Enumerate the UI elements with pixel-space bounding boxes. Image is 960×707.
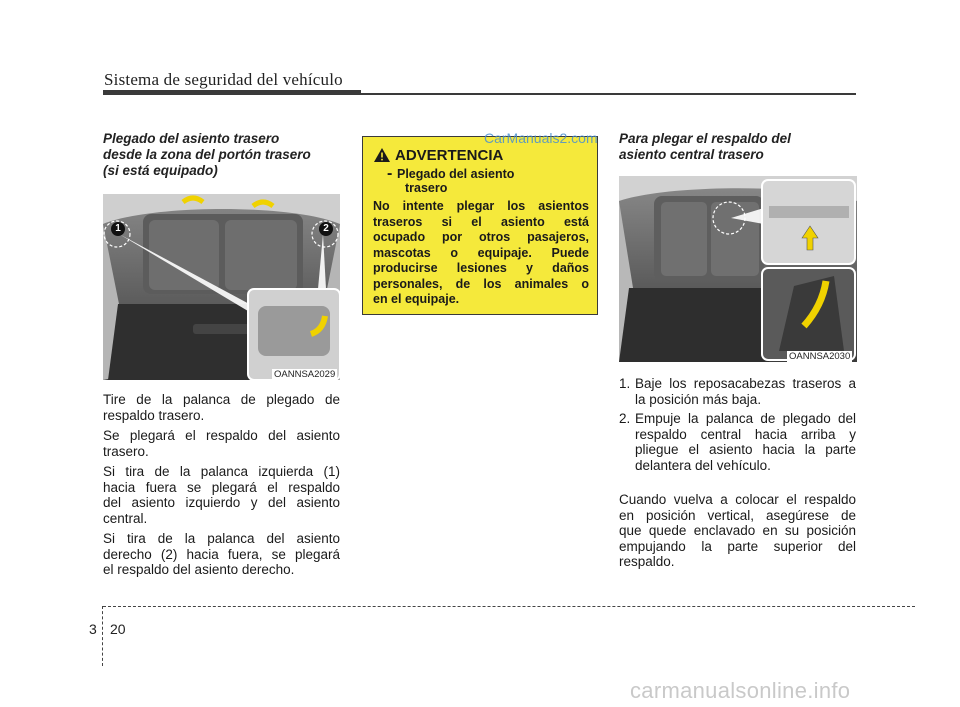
header-title: Sistema de seguridad del vehículo [104, 70, 343, 89]
page-number: 20 [110, 621, 126, 637]
header-rule-thin [361, 93, 856, 95]
section-number: 3 [89, 621, 97, 637]
footer-vertical-divider [102, 606, 103, 666]
paragraph: Tire de la palanca de plegado de respaldo trasero. [103, 392, 340, 423]
watermark-text: CarManuals2.com [484, 130, 598, 146]
right-section-title: Para plegar el respaldo del asiento central trasero [619, 131, 791, 162]
right-note-text: Cuando vuelva a colocar el respaldo en posición vertical, asegúrese de que quede enclavado en su posición empujando la parte superior del respaldo. [619, 492, 856, 569]
warning-triangle-icon [373, 147, 391, 163]
cargo-area-photo [103, 194, 340, 380]
warning-heading: ADVERTENCIA [395, 147, 504, 164]
warning-box [362, 136, 598, 315]
left-photo-caption: OANNSA2029 [274, 369, 336, 380]
site-watermark: carmanualsonline.info [630, 678, 851, 703]
left-body-text [103, 392, 340, 578]
header-rule-thick [103, 90, 361, 95]
right-steps-list [619, 376, 856, 473]
warning-body: No intente plegar los asientos traseros si el asiento está ocupado por otros pasajeros, mascotas o equipaje. Puede producirse lesiones y daños personales, de los animales o en el equipaje. [373, 199, 589, 306]
callout-2: 2 [319, 222, 333, 236]
warning-subheading: Plegado del asiento trasero [397, 167, 515, 195]
right-photo-caption: OANNSA2030 [789, 351, 851, 362]
center-seat-photo [619, 176, 857, 362]
paragraph: Si tira de la palanca del asiento derecho (2) hacia fuera, se plegará el respaldo del asiento derecho. [103, 531, 340, 577]
paragraph: Se plegará el respaldo del asiento trasero. [103, 428, 340, 459]
list-item: 2. Empuje la palanca de plegado del respaldo central hacia arriba y pliegue el asiento hacia la parte delantera del vehículo. [619, 411, 856, 473]
warning-sub-dash: - [387, 165, 393, 182]
left-section-title: Plegado del asiento trasero desde la zona del portón trasero (si está equipado) [103, 131, 311, 178]
paragraph: Si tira de la palanca izquierda (1) hacia fuera se plegará el respaldo del asiento izquierdo y del asiento central. [103, 464, 340, 526]
callout-1: 1 [111, 222, 125, 236]
list-item: 1. Baje los reposacabezas traseros a la posición más baja. [619, 376, 856, 407]
footer-divider [103, 606, 915, 607]
